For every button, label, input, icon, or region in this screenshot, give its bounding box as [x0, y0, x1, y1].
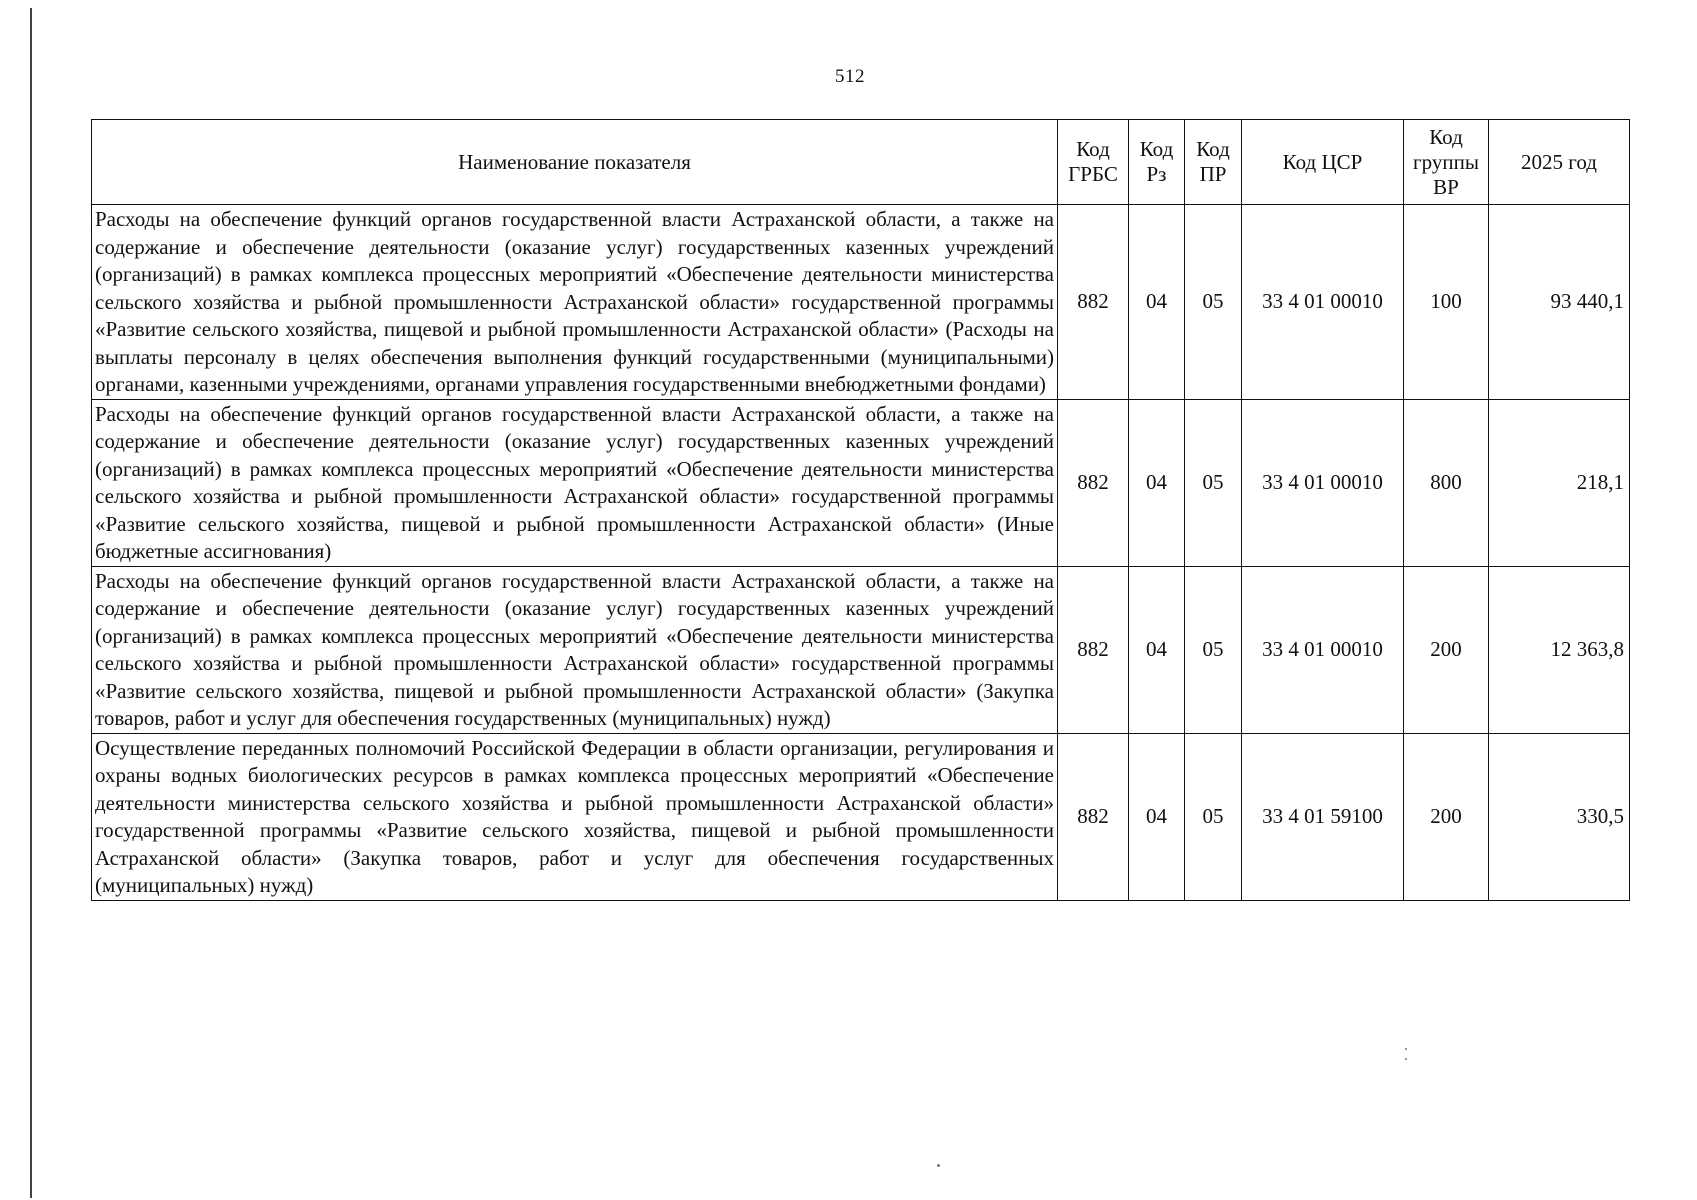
- header-pr: Код ПР: [1185, 120, 1242, 205]
- row-name: Расходы на обеспечение функций органов государственной власти Астраханской области, а также на содержание и обеспечение деятельности (оказание услуг) государственных казенных учреждений (организаций) в рамках комплекса процессных мероприятий «Обеспечение деятельности министерства сельского хозяйства и рыбной промышленности Астраханской области» государственной программы «Развитие сельского хозяйства, пищевой и рыбной промышленности Астраханской области» (Иные бюджетные ассигнования): [92, 399, 1058, 566]
- header-name: Наименование показателя: [92, 120, 1058, 205]
- row-amount: 93 440,1: [1489, 205, 1630, 400]
- header-csr: Код ЦСР: [1242, 120, 1404, 205]
- row-rz: 04: [1129, 733, 1185, 900]
- row-grbs: 882: [1058, 399, 1129, 566]
- row-amount: 330,5: [1489, 733, 1630, 900]
- row-grbs: 882: [1058, 733, 1129, 900]
- table-header-row: [92, 120, 1630, 205]
- table-row: [92, 733, 1630, 900]
- row-rz: 04: [1129, 566, 1185, 733]
- table-row: [92, 566, 1630, 733]
- row-amount: 218,1: [1489, 399, 1630, 566]
- row-name: Осуществление переданных полномочий Российской Федерации в области организации, регулирования и охраны водных биологических ресурсов в рамках комплекса процессных мероприятий «Обеспечение деятельности министерства сельского хозяйства и рыбной промышленности Астраханской области» государственной программы «Развитие сельского хозяйства, пищевой и рыбной промышленности Астраханской области» (Закупка товаров, работ и услуг для обеспечения государственных (муниципальных) нужд): [92, 733, 1058, 900]
- page-number: 512: [835, 66, 865, 87]
- scan-speck: [937, 1164, 940, 1167]
- table-row: [92, 205, 1630, 400]
- row-pr: 05: [1185, 733, 1242, 900]
- row-csr: 33 4 01 59100: [1242, 733, 1404, 900]
- row-vr: 200: [1404, 733, 1489, 900]
- row-grbs: 882: [1058, 566, 1129, 733]
- table-row: [92, 399, 1630, 566]
- row-rz: 04: [1129, 399, 1185, 566]
- row-rz: 04: [1129, 205, 1185, 400]
- row-vr: 200: [1404, 566, 1489, 733]
- scan-speck: [1405, 1048, 1407, 1050]
- row-name: Расходы на обеспечение функций органов государственной власти Астраханской области, а также на содержание и обеспечение деятельности (оказание услуг) государственных казенных учреждений (организаций) в рамках комплекса процессных мероприятий «Обеспечение деятельности министерства сельского хозяйства и рыбной промышленности Астраханской области» государственной программы «Развитие сельского хозяйства, пищевой и рыбной промышленности Астраханской области» (Закупка товаров, работ и услуг для обеспечения государственных (муниципальных) нужд): [92, 566, 1058, 733]
- row-grbs: 882: [1058, 205, 1129, 400]
- header-grbs: Код ГРБС: [1058, 120, 1129, 205]
- row-pr: 05: [1185, 205, 1242, 400]
- row-csr: 33 4 01 00010: [1242, 566, 1404, 733]
- row-pr: 05: [1185, 399, 1242, 566]
- header-rz: Код Рз: [1129, 120, 1185, 205]
- row-pr: 05: [1185, 566, 1242, 733]
- budget-table: [91, 119, 1630, 901]
- row-name: Расходы на обеспечение функций органов государственной власти Астраханской области, а также на содержание и обеспечение деятельности (оказание услуг) государственных казенных учреждений (организаций) в рамках комплекса процессных мероприятий «Обеспечение деятельности министерства сельского хозяйства и рыбной промышленности Астраханской области» государственной программы «Развитие сельского хозяйства, пищевой и рыбной промышленности Астраханской области» (Расходы на выплаты персоналу в целях обеспечения выполнения функций государственными (муниципальными) органами, казенными учреждениями, органами управления государственными внебюджетными фондами): [92, 205, 1058, 400]
- row-csr: 33 4 01 00010: [1242, 399, 1404, 566]
- row-vr: 800: [1404, 399, 1489, 566]
- header-year: 2025 год: [1489, 120, 1630, 205]
- row-amount: 12 363,8: [1489, 566, 1630, 733]
- binding-margin-line: [30, 8, 32, 1198]
- header-vr: Код группы ВР: [1404, 120, 1489, 205]
- row-vr: 100: [1404, 205, 1489, 400]
- row-csr: 33 4 01 00010: [1242, 205, 1404, 400]
- scan-speck: [1405, 1058, 1407, 1060]
